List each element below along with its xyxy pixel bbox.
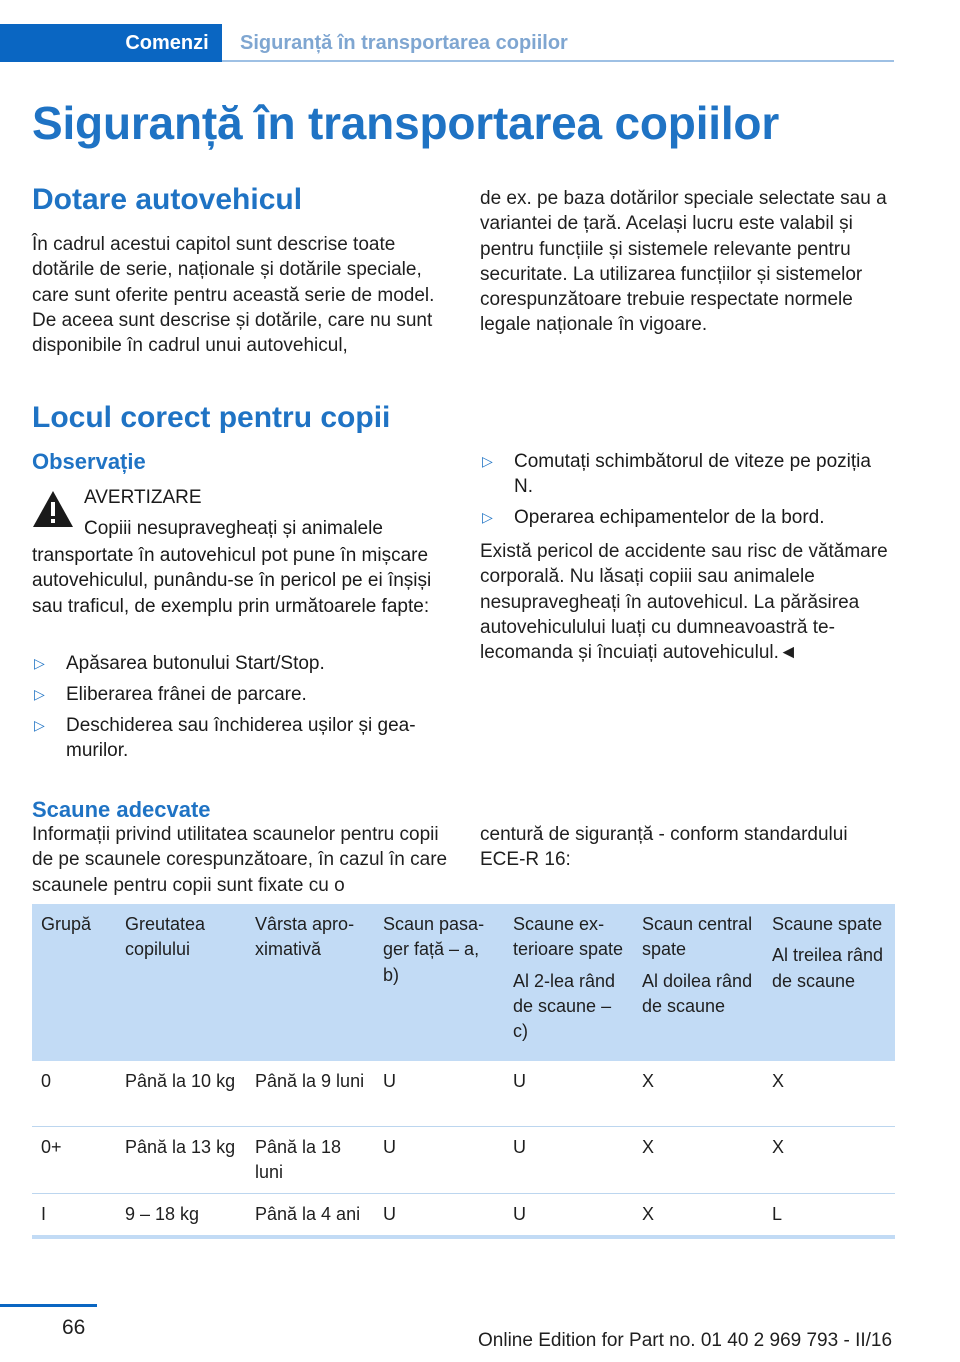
locul-right-text: Există pericol de accidente sau risc de vătămare corporală. Nu lăsați copiii sau animalele nesupravegheați în autovehicul. La părăsirea autovehiculului luați cu dumneavoastră telecomanda și încuiați autovehiculul.◄ bbox=[480, 541, 888, 664]
table-cell: U bbox=[504, 1061, 633, 1126]
list-item: ▷ Apăsarea butonului Start/Stop. bbox=[32, 651, 450, 676]
warning-icon bbox=[32, 490, 74, 528]
table-cell: U bbox=[504, 1194, 633, 1238]
table-row bbox=[32, 1061, 895, 1126]
warning-intro: Copiii nesupravegheați și animalele bbox=[84, 518, 383, 539]
list-item: ▷ Operarea echipamentelor de la bord. bbox=[480, 505, 895, 530]
heading-scaune: Scaune adecvate bbox=[32, 797, 211, 822]
heading-dotare: Dotare autovehicul bbox=[32, 183, 303, 216]
table-header-cell: Scaun central spate Al doilea rând de scaune bbox=[633, 904, 763, 1061]
heading-observatie: Observație bbox=[32, 449, 146, 474]
warning-text: transportate în autovehicul pot pune în mișcare autovehiculul, punându-se în pericol pe ei înșiși sau traficul, de exemplu prin următoarele fapte: bbox=[32, 545, 432, 617]
table-cell: U bbox=[374, 1126, 504, 1194]
triangle-bullet-icon: ▷ bbox=[34, 717, 45, 734]
table-cell: U bbox=[374, 1061, 504, 1126]
table-cell: X bbox=[763, 1061, 895, 1126]
table-cell: Până la 9 luni bbox=[246, 1061, 374, 1126]
triangle-bullet-icon: ▷ bbox=[34, 655, 45, 671]
triangle-bullet-icon: ▷ bbox=[482, 509, 493, 526]
table-cell: 0+ bbox=[32, 1126, 116, 1194]
heading-locul: Locul corect pentru copii bbox=[32, 401, 391, 434]
table-cell: 9 – 18 kg bbox=[116, 1194, 246, 1238]
table-cell: U bbox=[374, 1194, 504, 1238]
table-cell: Până la 4 ani bbox=[246, 1194, 374, 1238]
footer-edition: Online Edition for Part no. 01 40 2 969 793 - II/16 bbox=[478, 1330, 893, 1351]
scaune-right-text: centură de siguranță - conform standardului ECE-R 16: bbox=[480, 824, 848, 871]
triangle-bullet-icon: ▷ bbox=[34, 686, 45, 703]
table-cell: L bbox=[763, 1194, 895, 1238]
page-number: 66 bbox=[62, 1316, 86, 1339]
table-cell: X bbox=[763, 1126, 895, 1194]
list-item: ▷ Eliberarea frânei de parcare. bbox=[32, 682, 450, 707]
list-item: ▷ Comutați schimbătorul de viteze pe poziția N. bbox=[482, 451, 871, 498]
warning-title: AVERTIZARE bbox=[84, 487, 202, 508]
table-cell: 0 bbox=[32, 1061, 116, 1126]
table-row bbox=[32, 1126, 895, 1194]
table-header-cell: Scaun pasager față – a, b) bbox=[374, 904, 504, 1061]
dotare-left-text: În cadrul acestui capitol sunt descrise toate dotările de serie, naționale și dotările speciale, care sunt oferite pentru această serie de model. De aceea sunt descrise și dotările, care nu sunt disponibile în cadrul unui autovehicul, bbox=[32, 234, 435, 357]
header-divider bbox=[222, 60, 894, 62]
table-header-row bbox=[32, 904, 895, 1061]
table-cell: Până la 13 kg bbox=[116, 1126, 246, 1194]
bullet-list-right bbox=[480, 449, 895, 536]
table-cell: I bbox=[32, 1194, 116, 1238]
tab-comenzi[interactable]: Comenzi bbox=[125, 32, 209, 54]
page-title: Siguranță în transportarea copiilor bbox=[32, 97, 780, 149]
table-cell: Până la 10 kg bbox=[116, 1061, 246, 1126]
footer-divider bbox=[0, 1304, 97, 1307]
dotare-right-text: de ex. pe baza dotărilor speciale selectate sau a variantei de țară. Același lucru este valabil și pentru funcțiile și sistemele relevante pentru securitate. La utilizarea funcțiilor și sistemelor corespunzătoare trebuie respectate normele legale naționale în vigoare. bbox=[480, 188, 887, 336]
table-header-cell: Vârsta aproximativă bbox=[246, 904, 374, 1061]
table-header-cell: Greutatea copilului bbox=[116, 904, 246, 1061]
child-seat-table bbox=[32, 904, 895, 1239]
table-row bbox=[32, 1194, 895, 1238]
table-cell: U bbox=[504, 1126, 633, 1194]
table-cell: X bbox=[633, 1126, 763, 1194]
table-header-cell: Grupă bbox=[32, 904, 116, 1061]
table-cell: Până la 18 luni bbox=[246, 1126, 374, 1194]
table-header-cell: Scaune exterioare spate Al 2-lea rând de scaune – c) bbox=[504, 904, 633, 1061]
tab-current-chapter[interactable]: Siguranță în transportarea copiilor bbox=[240, 32, 568, 54]
table-cell: X bbox=[633, 1061, 763, 1126]
scaune-left-text: Informații privind utilitatea scaunelor pentru copii de pe scaunele corespunzătoare, în cazul în care scaunele pentru copii sunt fixate cu o bbox=[32, 824, 448, 896]
triangle-bullet-icon: ▷ bbox=[482, 453, 493, 469]
list-item: ▷ Deschiderea sau închiderea ușilor și geamurilor. bbox=[34, 715, 416, 762]
table-header-cell: Scaune spate Al treilea rând de scaune bbox=[763, 904, 895, 1061]
table-cell: X bbox=[633, 1194, 763, 1238]
bullet-list-left bbox=[32, 651, 450, 770]
